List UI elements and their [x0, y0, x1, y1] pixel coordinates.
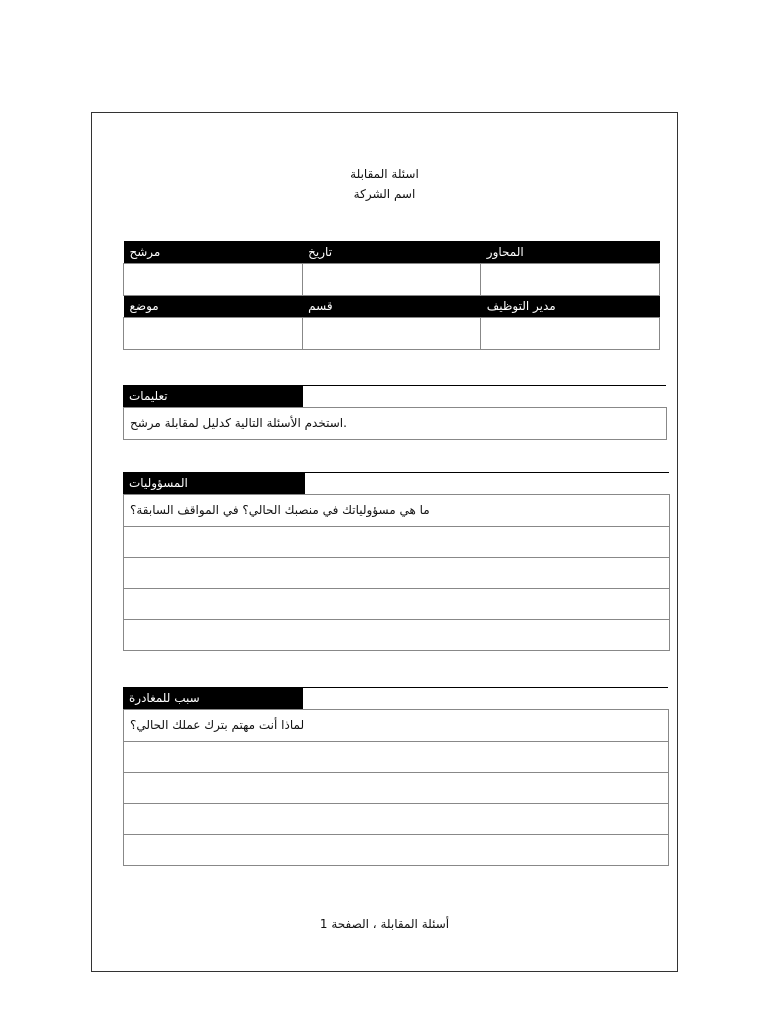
interviewer-field[interactable] [481, 263, 660, 295]
position-label: موضع [124, 295, 303, 317]
answer-line[interactable] [124, 526, 669, 557]
candidate-field[interactable] [124, 263, 303, 295]
instructions-text: استخدم الأسئلة التالية كدليل لمقابلة مرشح. [130, 416, 347, 430]
info-header-row [124, 241, 660, 263]
responsibilities-box [123, 494, 670, 651]
reason-for-leaving-box [123, 709, 669, 866]
document-title: اسئلة المقابلة [350, 167, 419, 181]
instructions-box [123, 407, 667, 440]
hiring-manager-field[interactable] [481, 317, 660, 349]
responsibilities-label: المسؤوليات [123, 472, 305, 494]
interview-info-table [123, 241, 660, 350]
answer-line[interactable] [124, 803, 668, 834]
candidate-label: مرشح [124, 241, 303, 263]
reason-for-leaving-question: لماذا أنت مهتم بترك عملك الحالي؟ [130, 718, 305, 732]
department-field[interactable] [302, 317, 481, 349]
responsibilities-question: ما هي مسؤولياتك في منصبك الحالي؟ في المواقف السابقة؟ [130, 503, 430, 517]
info-header-row [124, 295, 660, 317]
instructions-label: تعليمات [123, 385, 303, 407]
hiring-manager-label: مدير التوظيف [481, 295, 660, 317]
reason-for-leaving-label: سبب للمغادرة [123, 687, 303, 709]
company-name: اسم الشركة [353, 187, 416, 201]
answer-line[interactable] [124, 772, 668, 803]
answer-line[interactable] [124, 741, 668, 772]
department-label: قسم [302, 295, 481, 317]
position-field[interactable] [124, 317, 303, 349]
answer-line[interactable] [124, 557, 669, 588]
interviewer-label: المحاور [481, 241, 660, 263]
info-input-row [124, 317, 660, 349]
document-page [91, 112, 678, 972]
info-input-row [124, 263, 660, 295]
date-label: تاريخ [302, 241, 481, 263]
date-field[interactable] [302, 263, 481, 295]
answer-line[interactable] [124, 588, 669, 619]
answer-line[interactable] [124, 619, 669, 650]
page-footer: 1 أسئلة المقابلة ، الصفحة [319, 917, 450, 931]
answer-line[interactable] [124, 834, 668, 865]
